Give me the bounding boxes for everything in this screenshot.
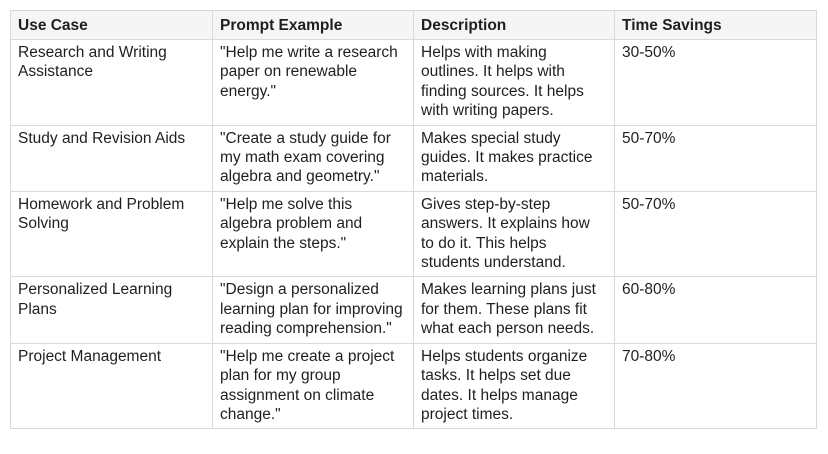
table-row [11,343,817,429]
cell-time-savings: 30-50% [615,40,817,126]
table-row [11,125,817,191]
header-use-case: Use Case [11,11,213,40]
header-description: Description [414,11,615,40]
cell-description: Makes learning plans just for them. These plans fit what each person needs. [414,277,615,343]
cell-use-case: Research and Writing Assistance [11,40,213,126]
cell-description: Helps with making outlines. It helps with finding sources. It helps with writing papers. [414,40,615,126]
cell-prompt-example: "Design a personalized learning plan for improving reading comprehension." [213,277,414,343]
header-time-savings: Time Savings [615,11,817,40]
cell-use-case: Personalized Learning Plans [11,277,213,343]
table-row [11,191,817,277]
cell-prompt-example: "Help me write a research paper on renewable energy." [213,40,414,126]
cell-use-case: Homework and Problem Solving [11,191,213,277]
table-row [11,40,817,126]
cell-time-savings: 60-80% [615,277,817,343]
cell-time-savings: 50-70% [615,191,817,277]
table-header-row [11,11,817,40]
cell-use-case: Project Management [11,343,213,429]
header-prompt-example: Prompt Example [213,11,414,40]
cell-time-savings: 70-80% [615,343,817,429]
cell-time-savings: 50-70% [615,125,817,191]
cell-prompt-example: "Help me solve this algebra problem and explain the steps." [213,191,414,277]
cell-prompt-example: "Create a study guide for my math exam covering algebra and geometry." [213,125,414,191]
cell-description: Makes special study guides. It makes practice materials. [414,125,615,191]
cell-description: Gives step-by-step answers. It explains how to do it. This helps students understand. [414,191,615,277]
use-case-table [10,10,817,429]
cell-prompt-example: "Help me create a project plan for my group assignment on climate change." [213,343,414,429]
table-container [10,10,816,429]
cell-description: Helps students organize tasks. It helps set due dates. It helps manage project times. [414,343,615,429]
cell-use-case: Study and Revision Aids [11,125,213,191]
table-row [11,277,817,343]
